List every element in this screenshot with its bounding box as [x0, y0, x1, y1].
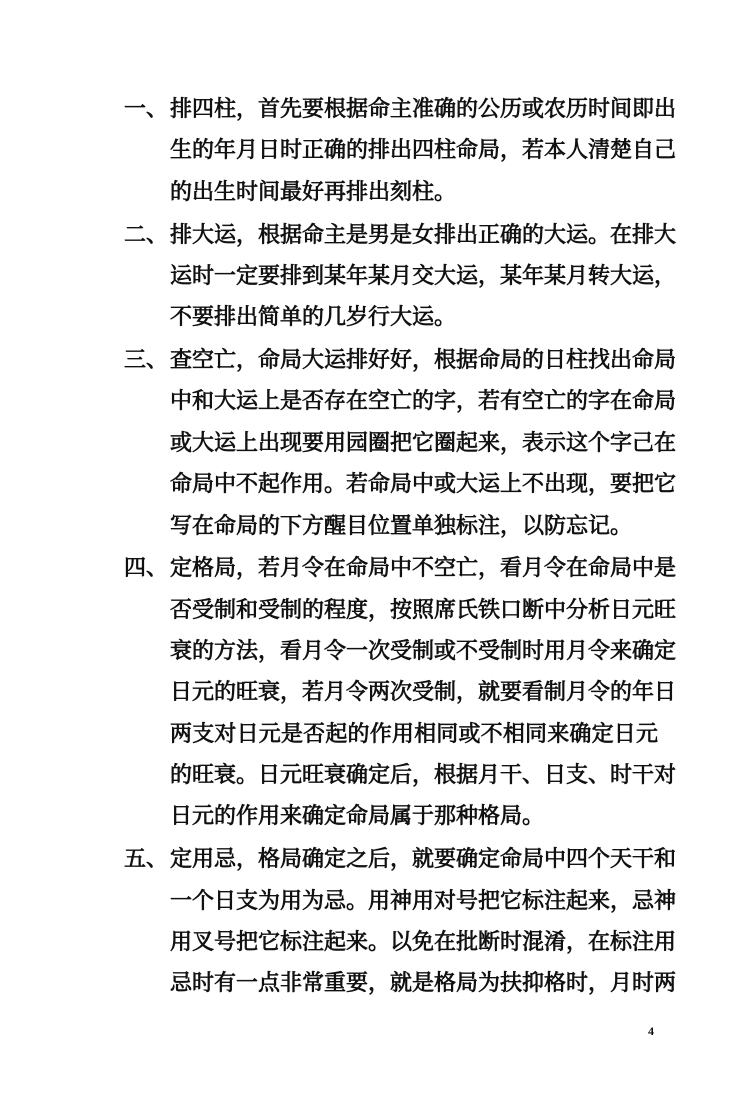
- text-line: 生的年月日时正确的排出四柱命局，若本人清楚自己: [170, 138, 677, 164]
- text-line: 不要排出简单的几岁行大运。: [170, 305, 457, 331]
- text-line: 衰的方法，看月令一次受制或不受制时用月令来确定: [170, 639, 677, 665]
- section-number: 一、: [124, 97, 169, 122]
- text-line: 的旺衰。日元旺衰确定后，根据月干、日支、时干对: [170, 763, 677, 789]
- section-number: 三、: [124, 348, 169, 374]
- text-line: 或大运上出现要用园圈把它圈起来，表示这个字己在: [170, 430, 677, 456]
- page-number: 4: [648, 1024, 654, 1038]
- text-line: 运时一定要排到某年某月交大运，某年某月转大运，: [170, 263, 677, 289]
- text-line: 定用忌，格局确定之后，就要确定命局中四个天干和: [170, 847, 677, 873]
- text-line: 排大运，根据命主是男是女排出正确的大运。在排大: [170, 222, 677, 248]
- text-line: 两支对日元是否起的作用相同或不相同来确定日元: [170, 721, 658, 747]
- text-line: 忌时有一点非常重要，就是格局为扶抑格时，月时两: [170, 971, 677, 997]
- text-line: 查空亡，命局大运排好好，根据命局的日柱找出命局: [170, 348, 677, 374]
- text-line: 日元的作用来确定命局属于那种格局。: [170, 804, 545, 830]
- section-number: 五、: [124, 847, 169, 873]
- text-line: 定格局，若月令在命局中不空亡，看月令在命局中是: [170, 556, 677, 582]
- text-line: 日元的旺衰，若月令两次受制，就要看制月令的年日: [170, 680, 677, 706]
- text-line: 排四柱，首先要根据命主准确的公历或农历时间即出: [170, 97, 677, 122]
- section-number: 四、: [124, 556, 169, 582]
- text-line: 一个日支为用为忌。用神用对号把它标注起来，忌神: [170, 888, 677, 914]
- text-line: 命局中不起作用。若命局中或大运上不出现，要把它: [170, 472, 677, 498]
- text-line: 用叉号把它标注起来。以免在批断时混淆，在标注用: [170, 930, 677, 955]
- text-line: 写在命局的下方醒目位置单独标注，以防忘记。: [170, 513, 633, 539]
- text-line: 否受制和受制的程度，按照席氏铁口断中分析日元旺: [170, 597, 677, 623]
- section-number: 二、: [124, 222, 169, 248]
- text-line: 的出生时间最好再排出刻柱。: [170, 179, 457, 205]
- text-line: 中和大运上是否存在空亡的字，若有空亡的字在命局: [170, 389, 677, 415]
